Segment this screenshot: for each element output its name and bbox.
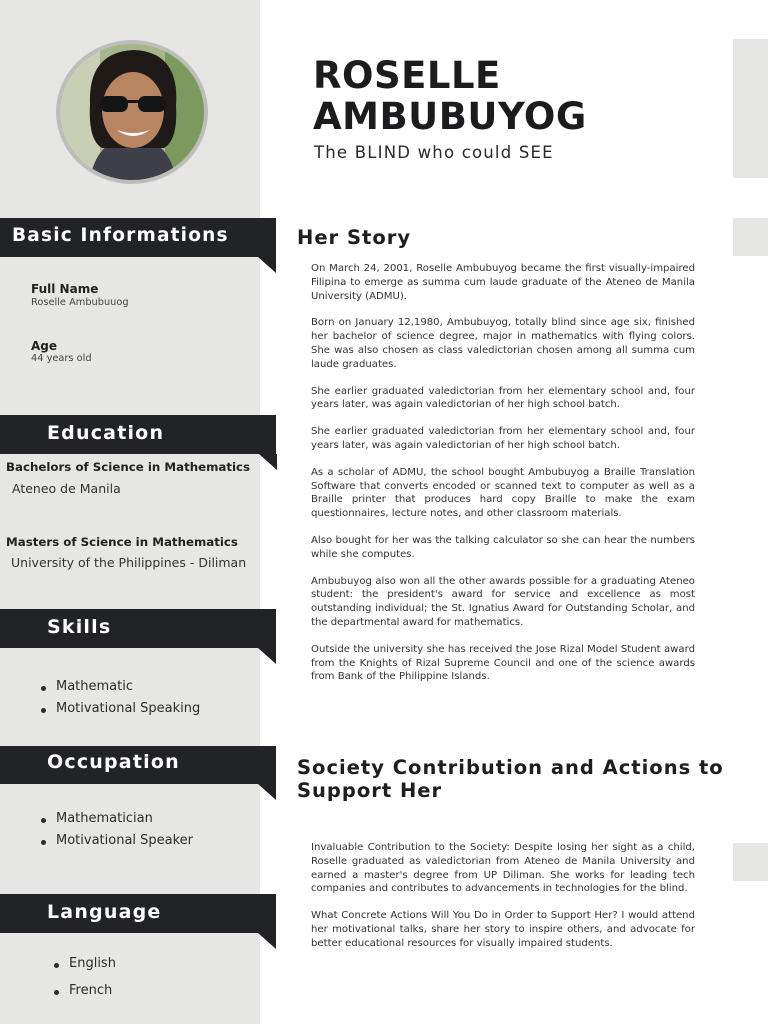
society-heading-line-1: Society Contribution and Actions to (297, 756, 724, 779)
section-header-education (0, 415, 276, 454)
profile-photo (56, 40, 208, 184)
section-title-language: Language (47, 901, 162, 923)
education-degree: Bachelors of Science in Mathematics (6, 460, 251, 474)
society-paragraph: What Concrete Actions Will You Do in Order to Support Her? I would attend her motivational talks, share her story to inspire others, and advocate for better educational resources for visually impaired students. (311, 910, 695, 949)
section-title-basic-info: Basic Informations (12, 225, 229, 246)
section-header-basic-info (0, 218, 276, 257)
education-school: Ateneo de Manila (12, 481, 121, 496)
decorative-bar-top (733, 39, 768, 178)
ribbon-fold (259, 454, 277, 470)
story-paragraph: Born on January 12,1980, Ambubuyog, totally blind since age six, finished her bachelor of science degree, major in mathematics with flying colors. She was also chosen as class valedictorian chosen among all summa cum laude graduates. (311, 317, 695, 370)
story-paragraph: As a scholar of ADMU, the school bought Ambubuyog a Braille Translation Software that converts encoded or scanned text to computer as well as a Braille printer that produces hard copy Braille to make the exam questionnaires, lecture notes, and other classroom materials. (311, 466, 695, 520)
education-degree: Masters of Science in Mathematics (6, 535, 238, 549)
language-list (69, 956, 116, 1010)
section-title-occupation: Occupation (47, 751, 180, 773)
section-title-skills: Skills (47, 616, 112, 638)
society-heading (297, 756, 724, 802)
story-paragraph: Outside the university she has received the Jose Rizal Model Student award from the Knights of Rizal Supreme Council and one of the science awards from Bank of the Philippine Islands. (311, 643, 695, 683)
full-name-value: Roselle Ambubuuog (31, 297, 129, 308)
story-paragraph: On March 24, 2001, Roselle Ambubuyog became the first visually-impaired Filipina to emerge as summa cum laude graduate of the Ateneo de Manila University (ADMU). (311, 263, 695, 302)
ribbon-fold (258, 648, 276, 664)
name-line-1: ROSELLE (313, 54, 501, 97)
section-title-education: Education (47, 422, 165, 444)
story-body (311, 262, 695, 697)
decorative-bar-middle (733, 218, 768, 256)
story-paragraph: She earlier graduated valedictorian from her elementary school and, four years later, was again valedictorian of her high school batch. (311, 385, 695, 411)
list-item: Mathematician (56, 811, 193, 833)
list-item: Mathematic (56, 679, 200, 701)
decorative-bar-bottom (733, 843, 768, 881)
ribbon-fold (258, 784, 276, 800)
education-school: University of the Philippines - Diliman (11, 555, 247, 570)
ribbon-fold (258, 933, 276, 949)
society-heading-line-2: Support Her (297, 779, 443, 802)
list-item: French (69, 983, 116, 1010)
skills-list (56, 679, 200, 723)
age-value: 44 years old (31, 353, 92, 364)
story-paragraph: Also bought for her was the talking calculator so she can hear the numbers while she computes. (311, 534, 695, 560)
list-item: English (69, 956, 116, 983)
society-paragraph: Invaluable Contribution to the Society: Despite losing her sight as a child, Roselle graduated as valedictorian from Ateneo de Manila University and earned a master's degree from UP Diliman. She works for leading tech companies and contributes to advancements in technologies for the blind. (311, 842, 695, 895)
person-name (313, 55, 587, 137)
list-item: Motivational Speaking (56, 701, 200, 723)
full-name-label: Full Name (31, 282, 99, 296)
occupation-list (56, 811, 193, 855)
section-header-skills (0, 609, 276, 648)
story-paragraph: She earlier graduated valedictorian from her elementary school and, four years later, was again valedictorian of her high school batch. (311, 426, 695, 451)
list-item: Motivational Speaker (56, 833, 193, 855)
society-body (311, 841, 695, 964)
story-paragraph: Ambubuyog also won all the other awards possible for a graduating Ateneo student: the president's award for service and excellence as most outstanding individual; the St. Ignatius Award for Outstanding Scholar, and the departmental award for mathematics. (311, 575, 695, 628)
name-line-2: AMBUBUYOG (313, 95, 587, 138)
story-heading: Her Story (297, 226, 412, 249)
age-label: Age (31, 339, 58, 353)
section-header-language (0, 894, 276, 933)
ribbon-fold (258, 257, 276, 273)
section-header-occupation (0, 746, 276, 784)
tagline: The BLIND who could SEE (314, 143, 554, 162)
